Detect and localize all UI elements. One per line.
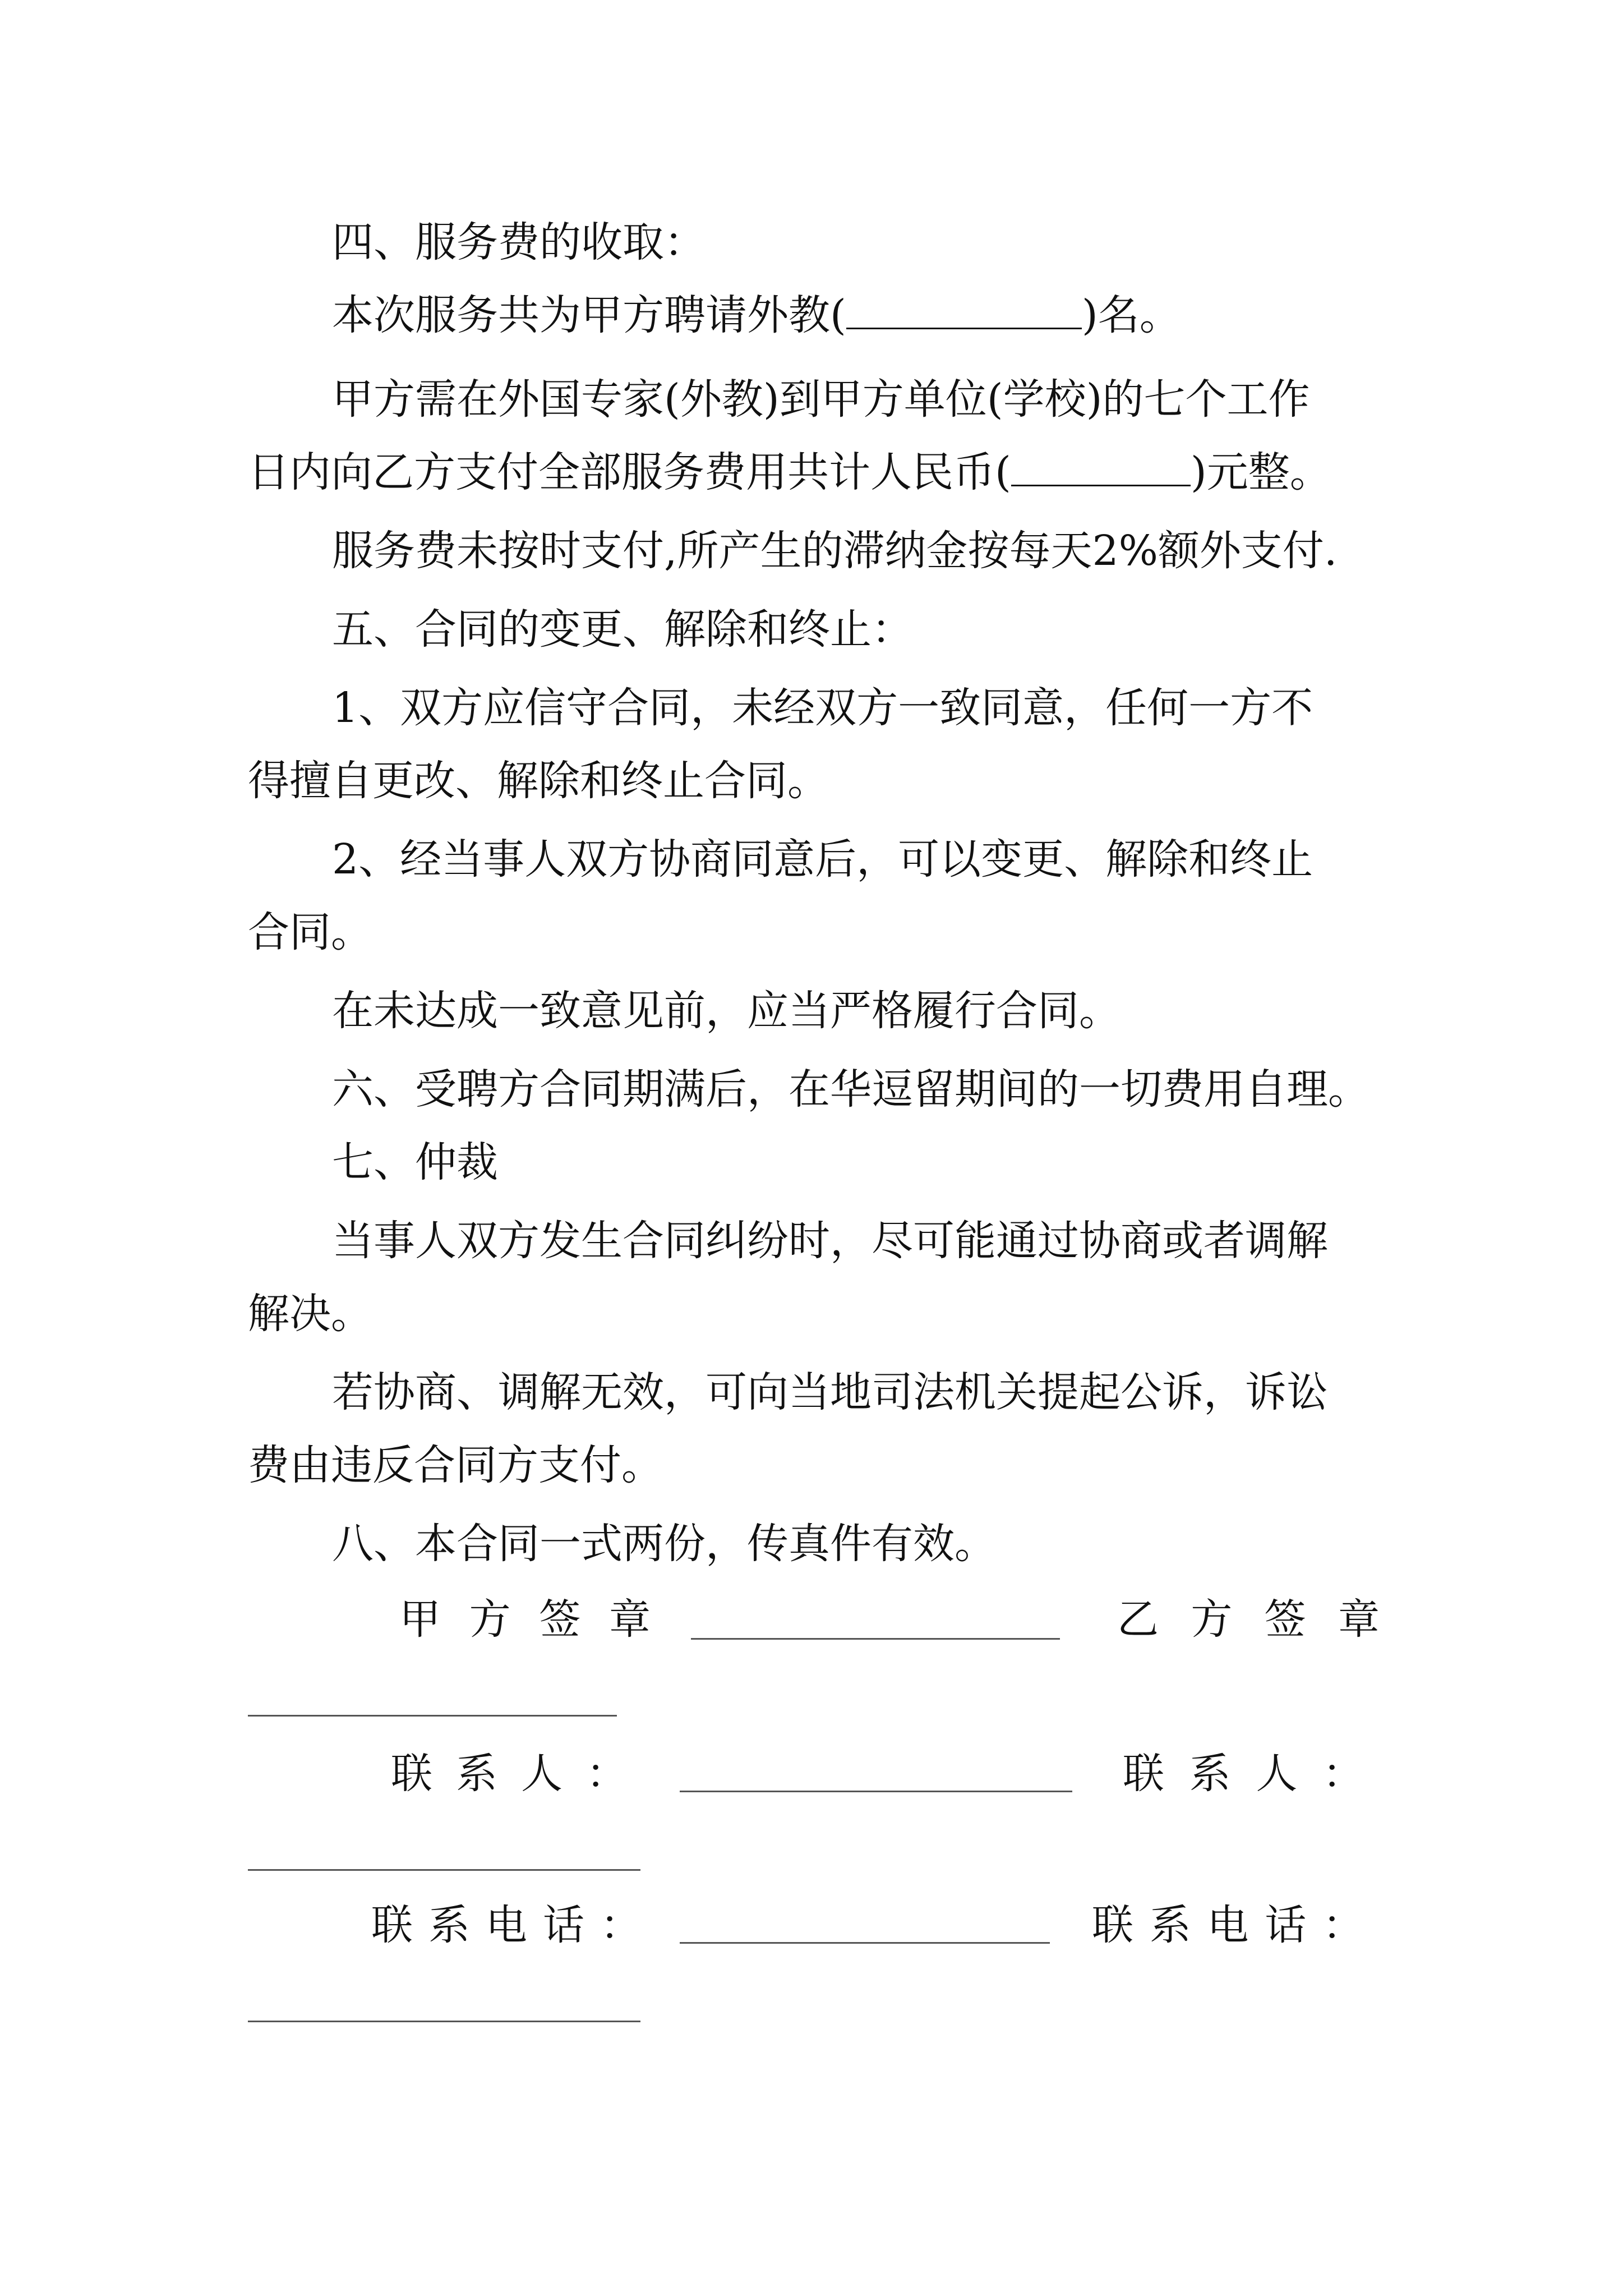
paragraph-payment-line-2 [248, 447, 1331, 498]
text-segment: )元整。 [1190, 448, 1331, 496]
label-char: 章 [1338, 1595, 1380, 1644]
label-char: ： [1322, 1750, 1364, 1798]
paragraph-teacher-count [332, 290, 1181, 341]
paragraph-payment-line-1: 甲方需在外国专家(外教)到甲方单位(学校)的七个工作 [332, 375, 1310, 424]
paragraph-before-agreement: 在未达成一致意见前，应当严格履行合同。 [332, 987, 1121, 1035]
label-char: 电 [1207, 1901, 1249, 1949]
text-segment: 日内向乙方支付全部服务费用共计人民币( [248, 448, 1011, 496]
contact-b-label [1123, 1749, 1364, 1799]
label-char: 甲 [399, 1595, 441, 1644]
section-4-heading: 四、服务费的收取： [332, 218, 706, 266]
paragraph-late-fee: 服务费未按时支付,所产生的滞纳金按每天2%额外支付. [332, 527, 1338, 575]
label-char: 话 [1265, 1901, 1307, 1949]
label-char: 章 [608, 1595, 651, 1644]
phone-b-line [248, 2021, 640, 2022]
label-char: ： [586, 1750, 628, 1798]
contact-a-line [680, 1791, 1072, 1792]
party-b-seal-label [1117, 1594, 1380, 1645]
contact-b-line [248, 1869, 640, 1871]
text-segment: )名。 [1081, 291, 1181, 339]
label-char: 联 [1092, 1901, 1133, 1949]
label-char: 联 [1123, 1750, 1164, 1798]
phone-a-line [680, 1942, 1050, 1944]
party-a-seal-label [399, 1594, 651, 1645]
teacher-count-blank [846, 301, 1082, 329]
contact-a-label [391, 1749, 628, 1799]
clause-1-line-2: 得擅自更改、解除和终止合同。 [248, 757, 829, 805]
text-segment: 本次服务共为甲方聘请外教( [332, 291, 846, 339]
clause-1-line-1: 1、双方应信守合同，未经双方一致同意，任何一方不 [332, 684, 1313, 732]
label-char: 联 [391, 1750, 432, 1798]
section-7-heading: 七、仲裁 [332, 1138, 498, 1186]
label-char: 系 [1189, 1750, 1231, 1798]
label-char: 签 [539, 1595, 581, 1644]
clause-2-line-1: 2、经当事人双方协商同意后，可以变更、解除和终止 [332, 835, 1313, 884]
section-8-text: 八、本合同一式两份，传真件有效。 [332, 1520, 996, 1568]
label-char: 人 [521, 1750, 562, 1798]
label-char: 联 [371, 1901, 413, 1949]
party-a-seal-line [691, 1638, 1060, 1640]
label-char: 人 [1256, 1750, 1298, 1798]
label-char: 乙 [1117, 1595, 1159, 1644]
party-b-seal-line [248, 1715, 617, 1717]
label-char: ： [600, 1901, 642, 1949]
arbitration-line-2: 解决。 [248, 1290, 372, 1338]
arbitration-line-1: 当事人双方发生合同纠纷时，尽可能通过协商或者调解 [332, 1217, 1328, 1265]
phone-b-label [1092, 1900, 1364, 1950]
label-char: 系 [428, 1901, 470, 1949]
section-5-heading: 五、合同的变更、解除和终止： [332, 605, 913, 654]
label-char: ： [1322, 1901, 1364, 1949]
label-char: 方 [469, 1595, 511, 1644]
lawsuit-line-2: 费由违反合同方支付。 [248, 1441, 663, 1489]
label-char: 系 [456, 1750, 497, 1798]
label-char: 系 [1149, 1901, 1191, 1949]
label-char: 话 [543, 1901, 584, 1949]
clause-2-line-2: 合同。 [248, 908, 372, 956]
label-char: 电 [486, 1901, 527, 1949]
amount-blank [1011, 458, 1191, 486]
section-6-text: 六、受聘方合同期满后，在华逗留期间的一切费用自理。 [332, 1065, 1370, 1114]
lawsuit-line-1: 若协商、调解无效，可向当地司法机关提起公诉，诉讼 [332, 1368, 1328, 1416]
label-char: 方 [1191, 1595, 1233, 1644]
label-char: 签 [1264, 1595, 1306, 1644]
phone-a-label [371, 1900, 642, 1950]
